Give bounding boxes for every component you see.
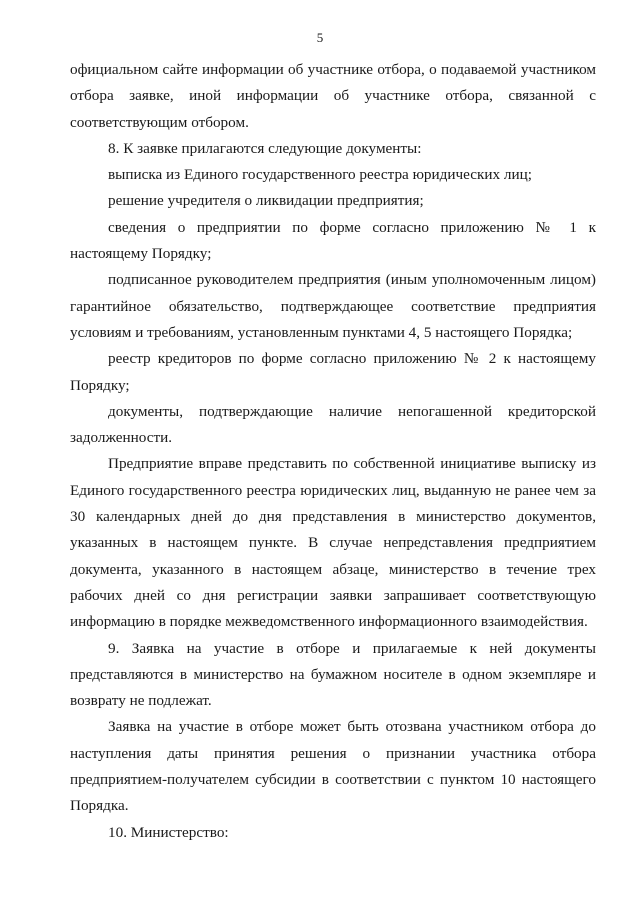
list-item-guarantee: подписанное руководителем предприятия (иным уполномоченным лицом) гарантийное обязательство, подтверждающее соответствие предприятия условиям и требованиям, установленным пунктами 4, 5 настоящего Порядка; — [70, 271, 596, 341]
paragraph-continuation: официальном сайте информации об участнике отбора, о подаваемой участником отбора заявке, иной информации об участнике отбора, связанной с соответствующим отбором. — [70, 61, 596, 131]
paragraph-own-initiative: Предприятие вправе представить по собственной инициативе выписку из Единого государственного реестра юридических лиц, выданную не ранее чем за 30 календарных дней до дня представления в министерство документов, указанных в настоящем пункте. В случае непредставления предприятием документа, указанного в настоящем абзаце, министерство в течение трех рабочих дней со дня регистрации заявки запрашивает соответствующую информацию в порядке межведомственного информационного взаимодействия. — [70, 455, 596, 631]
paragraph-item-10: 10. Министерство: — [108, 823, 229, 841]
document-body — [70, 57, 596, 846]
list-item-creditors-register: реестр кредиторов по форме согласно приложению № 2 к настоящему Порядку; — [70, 350, 596, 394]
paragraph-item-9: 9. Заявка на участие в отборе и прилагаемые к ней документы представляются в министерство на бумажном носителе в одном экземпляре и возврату не подлежат. — [70, 639, 596, 710]
list-item-liquidation-decision: решение учредителя о ликвидации предприятия; — [108, 192, 424, 210]
paragraph-item-8: 8. К заявке прилагаются следующие документы: — [108, 139, 422, 157]
list-item-debt-documents: документы, подтверждающие наличие непогашенной кредиторской задолженности. — [70, 402, 596, 447]
paragraph-withdrawal: Заявка на участие в отборе может быть отозвана участником отбора до наступления даты принятия решения о признании участника отбора предприятием-получателем субсидии в соответствии с пунктом 10 настоящего Порядка. — [70, 718, 596, 815]
page-number: 5 — [316, 30, 324, 45]
list-item-extract: выписка из Единого государственного реестра юридических лиц; — [108, 166, 532, 184]
list-item-enterprise-info: сведения о предприятии по форме согласно приложению № 1 к настоящему Порядку; — [70, 218, 596, 263]
